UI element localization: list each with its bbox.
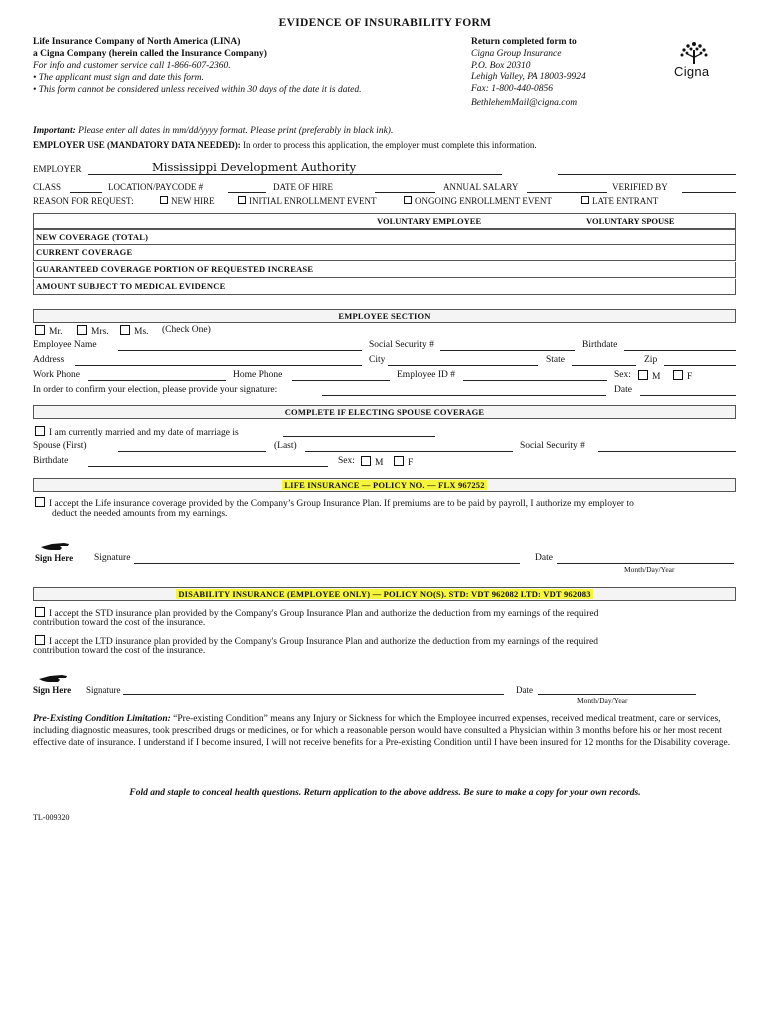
return-address-po: P.O. Box 20310 (471, 61, 531, 71)
home-phone-label: Home Phone (233, 370, 283, 380)
reason-late-entrant[interactable]: LATE ENTRANT (581, 196, 658, 206)
date-of-hire-label: DATE OF HIRE (273, 182, 333, 192)
checkbox-icon[interactable] (35, 635, 45, 645)
reason-label: REASON FOR REQUEST: (33, 196, 134, 206)
row-new-coverage: NEW COVERAGE (TOTAL) (33, 229, 736, 245)
ssn-field[interactable] (440, 350, 575, 351)
life-accept-line2: deduct the needed amounts from my earnings. (52, 509, 228, 519)
verified-by-label: VERIFIED BY (612, 182, 668, 192)
checkbox-icon[interactable] (238, 196, 246, 204)
row-guaranteed-coverage: GUARANTEED COVERAGE PORTION OF REQUESTED INCREASE (33, 262, 736, 278)
date-of-hire-field[interactable] (375, 192, 435, 193)
employee-name-label: Employee Name (33, 340, 97, 350)
spouse-section-title: COMPLETE IF ELECTING SPOUSE COVERAGE (33, 405, 736, 419)
disability-date-format: Month/Day/Year (577, 696, 628, 705)
location-label: LOCATION/PAYCODE # (108, 182, 204, 192)
checkbox-icon[interactable] (404, 196, 412, 204)
election-signature-field[interactable] (322, 395, 606, 396)
state-field[interactable] (572, 365, 636, 366)
logo-text: Cigna (674, 64, 710, 79)
class-label: CLASS (33, 182, 62, 192)
zip-field[interactable] (664, 365, 736, 366)
class-field[interactable] (70, 192, 102, 193)
checkbox-icon[interactable] (120, 325, 130, 335)
std-accept-line2: contribution toward the cost of the insurance. (33, 618, 206, 628)
return-fax: Fax: 1-800-440-0856 (471, 84, 554, 94)
important-text: Please enter all dates in mm/dd/yyyy format. Please print (preferably in black ink). (75, 126, 394, 136)
spouse-first-field[interactable] (118, 451, 266, 452)
city-field[interactable] (388, 365, 538, 366)
election-date-label: Date (614, 385, 632, 395)
sex-label: Sex: (614, 370, 631, 380)
state-label: State (546, 355, 565, 365)
disability-sign-here: Sign Here (33, 685, 72, 695)
employer-label: EMPLOYER (33, 164, 82, 174)
spouse-last-field[interactable] (305, 451, 513, 452)
disability-date-label: Date (516, 685, 533, 695)
checkbox-icon[interactable] (35, 497, 45, 507)
election-date-field[interactable] (640, 395, 736, 396)
location-field[interactable] (228, 192, 266, 193)
married-checkbox[interactable]: I am currently married and my date of marriage is (35, 426, 239, 438)
checkbox-icon[interactable] (35, 607, 45, 617)
disability-section-title: DISABILITY INSURANCE (EMPLOYEE ONLY) — POLICY NO(S). STD: VDT 962082 LTD: VDT 962083 (33, 587, 736, 601)
employee-section-title: EMPLOYEE SECTION (33, 309, 736, 323)
col-voluntary-employee: VOLUNTARY EMPLOYEE (377, 216, 482, 226)
pre-existing-text: “Pre-existing Condition” means any Injury or Sickness for which the Employee incurred expenses, received medical treatment, care or services, including diagnostic measures, took prescribed drugs or medicines, or for which a reasonable person would have consulted a Physician within 3 months before his or her most recent effective date of insurance. I understand if I become insured, I will not receive benefits for a Pre-existing Condition until I have been insured for 12 months for the Disability coverage. (33, 714, 731, 748)
checkbox-icon[interactable] (160, 196, 168, 204)
checkbox-icon[interactable] (638, 370, 648, 380)
annual-salary-field[interactable] (527, 192, 607, 193)
city-label: City (369, 355, 386, 365)
spouse-ssn-label: Social Security # (520, 441, 585, 451)
insurer-name: Life Insurance Company of North America (LINA) (33, 37, 241, 47)
ssn-label: Social Security # (369, 340, 434, 350)
sex-m[interactable]: M (638, 370, 660, 382)
spouse-last-label: (Last) (274, 441, 297, 451)
disability-signature-label: Signature (86, 685, 121, 695)
row-current-coverage: CURRENT COVERAGE (33, 245, 736, 261)
reason-new-hire[interactable]: NEW HIRE (160, 196, 215, 206)
instruction-sign: • The applicant must sign and date this form. (33, 73, 204, 83)
employee-name-field[interactable] (118, 350, 362, 351)
row-amount-subject: AMOUNT SUBJECT TO MEDICAL EVIDENCE (33, 279, 736, 295)
checkbox-icon[interactable] (35, 426, 45, 436)
reason-initial-enrollment[interactable]: INITIAL ENROLLMENT EVENT (238, 196, 376, 206)
col-voluntary-spouse: VOLUNTARY SPOUSE (586, 216, 675, 226)
spouse-birthdate-label: Birthdate (33, 456, 69, 466)
ltd-accept-checkbox[interactable]: I accept the LTD insurance plan provided by the Company's Group Insurance Plan and authorize the deduction from my earnings of the required (35, 635, 598, 647)
employee-id-field[interactable] (463, 380, 607, 381)
instruction-30-days: • This form cannot be considered unless received within 30 days of the date it is dated. (33, 85, 362, 95)
employee-id-label: Employee ID # (397, 370, 456, 380)
employer-use-text: In order to process this application, the employer must complete this information. (240, 140, 537, 150)
reason-ongoing-enrollment[interactable]: ONGOING ENROLLMENT EVENT (404, 196, 552, 206)
life-sign-here: Sign Here (35, 553, 74, 563)
title-mrs[interactable]: Mrs. (77, 325, 109, 337)
return-email[interactable]: BethlehemMail@cigna.com (471, 98, 578, 108)
important-note (33, 126, 393, 136)
zip-label: Zip (644, 355, 658, 365)
spouse-birthdate-field[interactable] (88, 466, 328, 467)
birthdate-label: Birthdate (582, 340, 618, 350)
form-title: EVIDENCE OF INSURABILITY FORM (278, 17, 492, 29)
spouse-first-label: Spouse (First) (33, 441, 87, 451)
spouse-ssn-field[interactable] (598, 451, 736, 452)
form-code: TL-009320 (33, 813, 70, 822)
ltd-accept-line2: contribution toward the cost of the insurance. (33, 646, 206, 656)
disability-date-field[interactable] (538, 694, 696, 695)
life-accept-checkbox[interactable]: I accept the Life insurance coverage provided by the Company’s Group Insurance Plan. If premiums are to be paid by payroll, I authorize my employer to (35, 497, 634, 509)
life-signature-label: Signature (94, 553, 131, 563)
check-one-label: (Check One) (162, 325, 211, 335)
employer-value[interactable]: Mississippi Development Authority (152, 160, 357, 174)
return-to-label: Return completed form to (471, 37, 577, 47)
std-accept-checkbox[interactable]: I accept the STD insurance plan provided by the Company's Group Insurance Plan and authorize the deduction from my earnings of the required (35, 607, 598, 619)
address-label: Address (33, 355, 65, 365)
cigna-logo (672, 40, 716, 80)
verified-by-field[interactable] (682, 192, 736, 193)
disability-signature-field[interactable] (123, 694, 504, 695)
title-mr[interactable]: Mr. (35, 325, 62, 337)
insurer-subtitle: a Cigna Company (herein called the Insurance Company) (33, 49, 267, 59)
checkbox-icon[interactable] (77, 325, 87, 335)
marriage-date-field[interactable] (283, 436, 435, 437)
life-date-format: Month/Day/Year (624, 565, 675, 574)
fold-staple-note: Fold and staple to conceal health questions. Return application to the above address. Be sure to make a copy for your own records. (129, 788, 641, 798)
spouse-sex-m[interactable]: M (361, 456, 383, 468)
life-date-field[interactable] (557, 563, 734, 564)
sex-f[interactable]: F (673, 370, 692, 382)
pre-existing-label: Pre-Existing Condition Limitation: (33, 714, 171, 724)
employer-field-line[interactable] (88, 174, 502, 175)
checkbox-icon[interactable] (361, 456, 371, 466)
employer-use-note (33, 140, 537, 150)
pre-existing-paragraph (33, 713, 733, 749)
work-phone-label: Work Phone (33, 370, 80, 380)
spouse-sex-label: Sex: (338, 456, 355, 466)
important-label: Important: (33, 126, 76, 136)
spouse-sex-f[interactable]: F (394, 456, 413, 468)
checkbox-icon[interactable] (581, 196, 589, 204)
home-phone-field[interactable] (292, 380, 390, 381)
life-date-label: Date (535, 553, 553, 563)
customer-service-info: For info and customer service call 1-866-607-2360. (33, 61, 231, 71)
address-field[interactable] (75, 365, 362, 366)
employer-use-label: EMPLOYER USE (MANDATORY DATA NEEDED): (33, 140, 241, 150)
employer-extra-line[interactable] (558, 174, 736, 175)
return-address-city: Lehigh Valley, PA 18003-9924 (471, 72, 586, 82)
checkbox-icon[interactable] (673, 370, 683, 380)
life-section-title: LIFE INSURANCE — POLICY NO. — FLX 967252 (33, 478, 736, 492)
confirm-election-label: In order to confirm your election, please provide your signature: (33, 385, 278, 395)
checkbox-icon[interactable] (394, 456, 404, 466)
annual-salary-label: ANNUAL SALARY (443, 182, 519, 192)
title-ms[interactable]: Ms. (120, 325, 149, 337)
life-signature-field[interactable] (134, 563, 520, 564)
return-address-company: Cigna Group Insurance (471, 49, 562, 59)
birthdate-field[interactable] (624, 350, 736, 351)
checkbox-icon[interactable] (35, 325, 45, 335)
work-phone-field[interactable] (88, 380, 226, 381)
